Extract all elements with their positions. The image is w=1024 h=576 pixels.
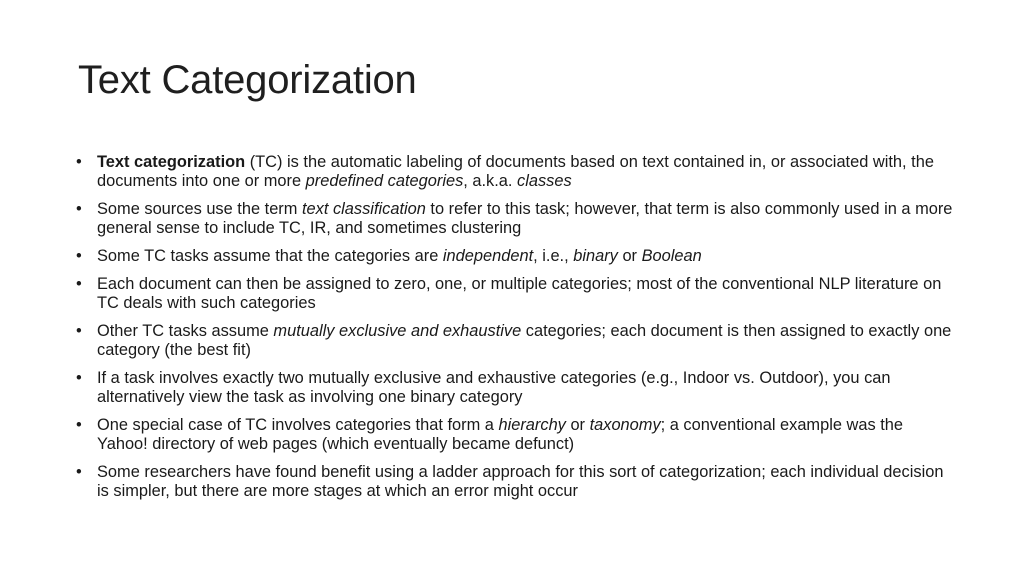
bullet-text: or xyxy=(565,416,590,434)
bullet-text: Other TC tasks assume xyxy=(97,322,274,340)
bullet-text: or xyxy=(617,247,642,265)
bullet-text-italic: mutually exclusive and exhaustive xyxy=(273,322,522,340)
bullet-text-italic: Boolean xyxy=(641,247,702,265)
bullet-text-italic: text classification xyxy=(301,200,426,218)
bullet-text: to refer to this task; however, that term is also commonly used in a more general sense to include TC, IR, and sometimes clustering xyxy=(97,200,953,237)
bullet-item xyxy=(76,369,956,407)
bullet-item xyxy=(76,463,956,501)
slide-body xyxy=(76,153,956,510)
bullet-text: If a task involves exactly two mutually exclusive and exhaustive categories (e.g., Indoor vs. Outdoor), you can alternatively view the task as involving one binary category xyxy=(97,369,891,406)
bullet-text-italic: independent xyxy=(442,247,534,265)
bullet-list xyxy=(76,153,956,501)
bullet-text-italic: predefined categories xyxy=(305,172,464,190)
bullet-text: , i.e., xyxy=(533,247,574,265)
bullet-text-italic: taxonomy xyxy=(589,416,661,434)
bullet-text-italic: classes xyxy=(517,172,572,190)
bullet-item xyxy=(76,416,956,454)
bullet-text: Some sources use the term xyxy=(97,200,302,218)
bullet-item xyxy=(76,200,956,238)
bullet-text: One special case of TC involves categories that form a xyxy=(97,416,499,434)
bullet-text: categories; each document is then assigned to exactly one category (the best fit) xyxy=(97,322,952,359)
bullet-text-bold: Text categorization xyxy=(97,153,246,171)
bullet-text: Some researchers have found benefit using a ladder approach for this sort of categorization; each individual decision is simpler, but there are more stages at which an error might occur xyxy=(97,463,944,500)
bullet-text-italic: hierarchy xyxy=(498,416,566,434)
slide-title: Text Categorization xyxy=(78,58,417,102)
bullet-item xyxy=(76,275,956,313)
bullet-item xyxy=(76,322,956,360)
bullet-text: (TC) is the automatic labeling of documents based on text contained in, or associated with, the documents into one or more xyxy=(97,153,934,190)
bullet-item xyxy=(76,247,956,266)
bullet-text: Each document can then be assigned to zero, one, or multiple categories; most of the conventional NLP literature on TC deals with such categories xyxy=(97,275,942,312)
bullet-text: , a.k.a. xyxy=(463,172,518,190)
bullet-text-italic: binary xyxy=(573,247,618,265)
bullet-text: Some TC tasks assume that the categories are xyxy=(97,247,443,265)
bullet-text: ; a conventional example was the Yahoo! directory of web pages (which eventually became defunct) xyxy=(97,416,904,453)
bullet-item xyxy=(76,153,956,191)
